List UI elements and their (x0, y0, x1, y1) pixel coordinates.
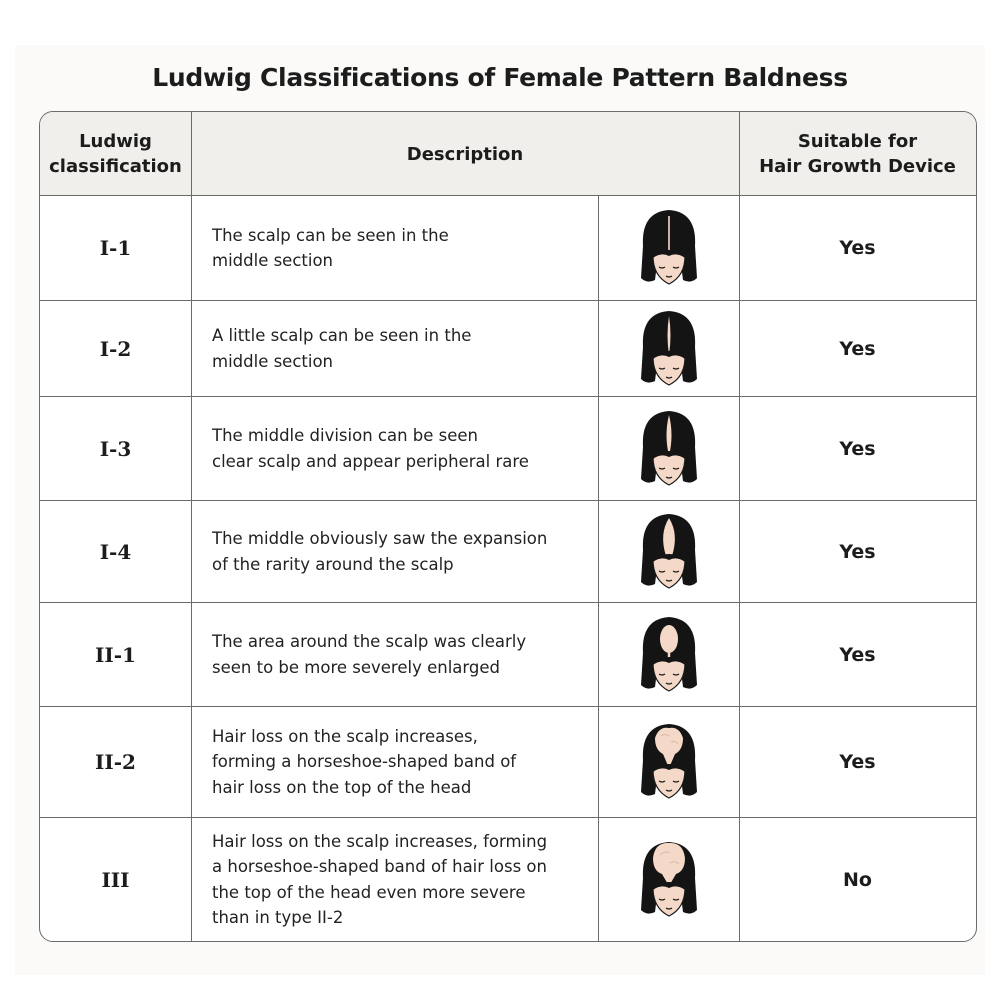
row-classification: II-2 (95, 750, 136, 774)
table-row (40, 301, 976, 397)
row-suitable: Yes (839, 643, 876, 666)
row-classification: I-1 (99, 236, 132, 260)
header-classification: Ludwig classification (49, 131, 182, 177)
table-row (40, 196, 976, 301)
row-suitable: Yes (839, 437, 876, 460)
head-severe-loss-icon (598, 818, 739, 941)
table-row (40, 397, 976, 501)
row-suitable: Yes (839, 337, 876, 360)
head-wider-part-icon (598, 397, 739, 500)
row-description: The middle division can be seen clear scalp and appear peripheral rare (212, 426, 529, 471)
row-classification: II-1 (95, 642, 136, 667)
column-divider (739, 112, 740, 941)
row-description: The area around the scalp was clearly seen to be more severely enlarged (212, 632, 527, 677)
row-suitable: Yes (839, 237, 876, 259)
table-row (40, 707, 976, 818)
row-description: The scalp can be seen in the middle section (212, 225, 449, 270)
row-classification: I-3 (99, 436, 132, 461)
head-horseshoe-loss-icon (598, 707, 739, 817)
row-suitable: No (843, 868, 872, 891)
classification-table (39, 111, 977, 942)
page-title: Ludwig Classifications of Female Pattern Baldness (152, 63, 848, 92)
head-thinning-crown-icon (598, 603, 739, 706)
row-suitable: Yes (839, 540, 876, 563)
row-classification: III (101, 867, 130, 892)
row-suitable: Yes (839, 751, 876, 773)
row-classification: I-4 (99, 539, 132, 564)
header-suitable: Suitable for Hair Growth Device (759, 131, 956, 177)
row-classification: I-2 (99, 336, 132, 361)
header-description: Description (406, 143, 524, 165)
head-narrow-part-icon (598, 301, 739, 396)
head-part-line-icon (598, 196, 739, 300)
row-description: A little scalp can be seen in the middle section (212, 326, 472, 371)
table-header (40, 112, 976, 196)
row-description: Hair loss on the scalp increases, forming a horseshoe-shaped band of hair loss on the top of the head even more severe than in type II-2 (212, 831, 548, 927)
column-divider (191, 112, 192, 941)
table-row (40, 818, 976, 941)
head-expanded-part-icon (598, 501, 739, 602)
table-row (40, 603, 976, 707)
column-divider (598, 196, 599, 941)
row-description: The middle obviously saw the expansion of the rarity around the scalp (212, 529, 548, 574)
table-row (40, 501, 976, 603)
row-description: Hair loss on the scalp increases, forming a horseshoe-shaped band of hair loss on the top of the head (212, 726, 517, 797)
